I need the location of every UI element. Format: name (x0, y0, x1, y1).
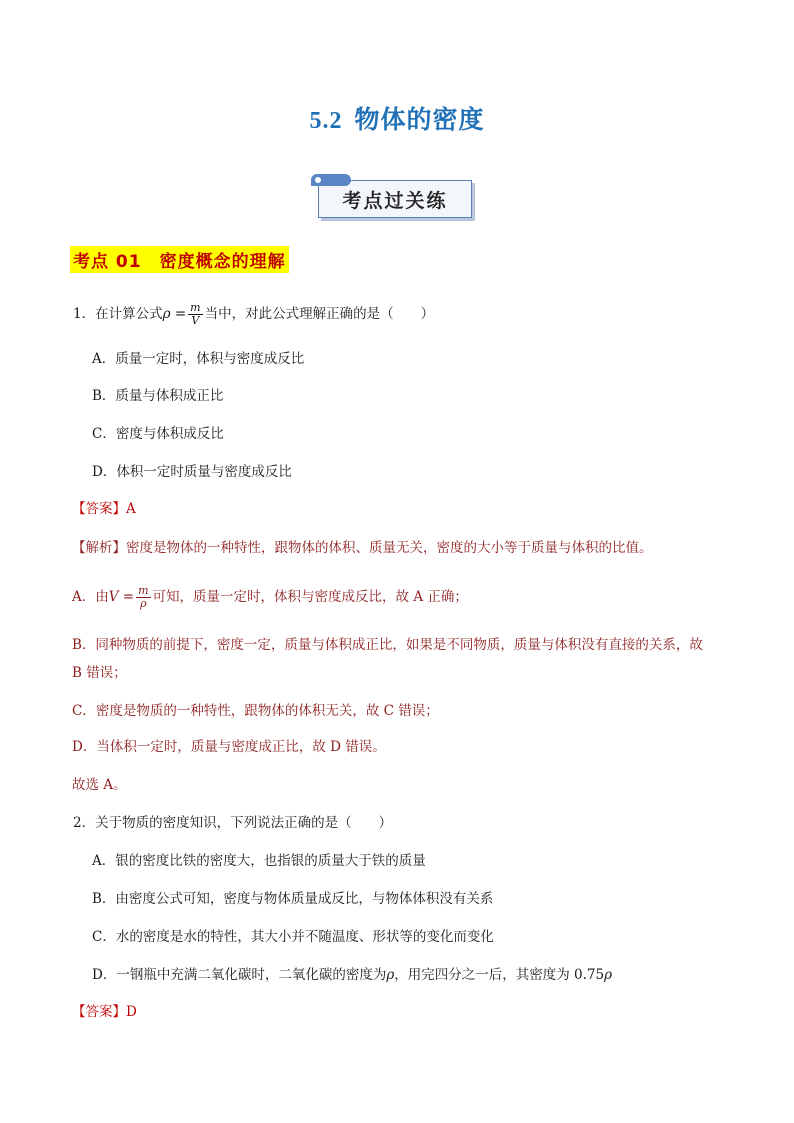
q1-explain-a-prefix: A．由 (72, 589, 109, 605)
q2-option-d-symbol-2: ρ (604, 967, 613, 983)
title-number: 5.2 (309, 108, 343, 134)
title-text: 物体的密度 (354, 105, 485, 134)
q1-explain-b-line2: B 错误； (72, 665, 127, 681)
q1-explain-a-denominator: ρ (140, 597, 147, 610)
q2-option-d-middle: ，用完四分之一后，其密度为 0.75 (394, 967, 605, 983)
q1-explain-a-fraction (136, 585, 150, 610)
q1-explain-a-numerator: m (138, 584, 149, 597)
q1-option-c: C．密度与体积成反比 (92, 426, 224, 442)
question-2-stem: 2．关于物质的密度知识，下列说法正确的是（ ） (73, 815, 393, 831)
q1-option-d: D．体积一定时质量与密度成反比 (92, 464, 292, 480)
section-banner (318, 180, 472, 218)
q1-analysis: 【解析】密度是物体的一种特性，跟物体的体积、质量无关，密度的大小等于质量与体积的比值。 (72, 540, 653, 556)
q2-answer: 【答案】D (72, 1004, 137, 1020)
q2-option-d (92, 966, 612, 984)
q1-explain-a-lhs: V = (108, 589, 135, 605)
q1-stem-prefix: 1．在计算公式 (73, 306, 163, 322)
q1-conclusion: 故选 A。 (72, 777, 127, 793)
page-title (0, 100, 794, 136)
q1-explain-b-line1: B．同种物质的前提下，密度一定，质量与体积成正比，如果是不同物质，质量与体积没有直接的关系，故 (72, 637, 703, 653)
q2-option-d-prefix: D．一钢瓶中充满二氧化碳时，二氧化碳的密度为 (92, 967, 387, 983)
q1-explain-c: C．密度是物质的一种特性，跟物体的体积无关，故 C 错误； (72, 703, 439, 719)
section-heading (70, 246, 289, 273)
q1-formula-fraction (188, 302, 202, 327)
q2-option-a: A．银的密度比铁的密度大，也指银的质量大于铁的质量 (92, 853, 426, 869)
q1-answer: 【答案】A (72, 501, 136, 517)
q1-option-b: B．质量与体积成正比 (92, 388, 224, 404)
q1-explain-d: D．当体积一定时，质量与密度成正比，故 D 错误。 (72, 739, 386, 755)
section-name: 密度概念的理解 (159, 252, 286, 272)
q1-explain-a-suffix: 可知，质量一定时，体积与密度成反比，故 A 正确； (152, 589, 468, 605)
section-code: 考点 01 (73, 252, 142, 272)
q2-option-b: B．由密度公式可知，密度与物体质量成反比，与物体体积没有关系 (92, 891, 494, 907)
q1-stem-suffix: 当中，对此公式理解正确的是（ ） (204, 306, 435, 322)
q1-option-a: A．质量一定时，体积与密度成反比 (92, 351, 305, 367)
q1-formula-numerator: m (190, 301, 201, 314)
question-1-stem (73, 302, 434, 327)
q1-formula-lhs: ρ = (162, 306, 187, 322)
q2-option-c: C．水的密度是水的特性，其大小并不随温度、形状等的变化而变化 (92, 929, 494, 945)
banner-label: 考点过关练 (342, 189, 448, 212)
q2-option-d-symbol: ρ (386, 967, 395, 983)
q1-explain-a (72, 585, 468, 610)
q1-formula-denominator: V (191, 314, 200, 327)
